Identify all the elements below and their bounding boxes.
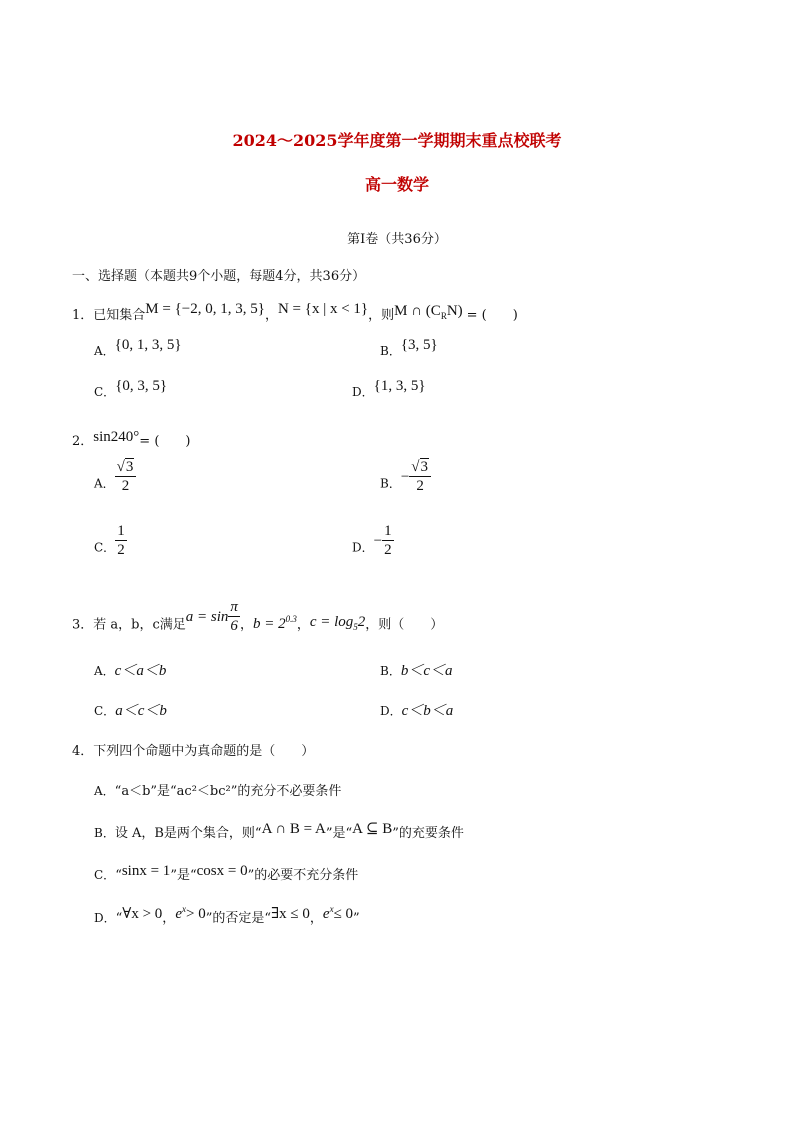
subject-title: 高一数学 [364,175,429,194]
q4-option-d-label: D． [94,911,116,925]
q4-option-d-expr-2 [175,906,205,922]
q1-option-b-label: B． [380,344,401,358]
q3-c-definition [310,614,365,630]
question-4 [72,740,314,759]
q4-option-d-pre: “ [115,911,123,926]
q3-option-d-label: D． [380,704,402,718]
q1-expr-head: M ∩ (C [394,303,441,319]
q2-option-b-denominator: 2 [416,478,424,494]
q4-option-b[interactable] [94,822,464,842]
q3-a-denominator: 6 [230,618,238,634]
q3-option-b-label: B． [380,664,401,678]
q2-option-c-denominator: 2 [117,542,125,558]
q4-option-d-expr-4 [323,906,353,922]
q3-option-a[interactable] [94,659,166,680]
q4-option-d[interactable] [94,904,360,927]
q3-c-log: c = log [309,614,354,630]
q4-option-d-expr-3: ∃x ≤ 0 [271,906,310,922]
q4-option-d-expr-4-base: e [322,906,330,922]
q2-option-a-numerator: 3 [125,459,134,475]
q1-comma: ， [264,308,278,323]
q2-option-d-fraction [382,524,394,558]
sqrt-icon: √ [116,459,125,475]
q1-option-a-label: A． [94,344,115,358]
q3-option-d-text: c＜b＜a [401,703,454,719]
q2-expression: sin240° [93,429,140,445]
q4-option-a[interactable] [94,780,341,799]
q3-option-b-text: b＜c＜a [400,663,453,679]
q3-option-a-label: A． [94,664,115,678]
q4-option-b-pre: 设 A，B是两个集合，则“ [114,826,262,841]
q4-option-d-expr-4-rel: ≤ 0 [333,906,354,922]
q4-option-c-label: C． [94,868,116,882]
q3-option-d[interactable] [380,699,453,720]
q4-option-b-expr-1: A ∩ B = A [261,821,326,837]
q3-a-fraction [228,600,240,634]
section-heading: 一、选择题（本题共9个小题，每题4分，共36分） [72,269,366,284]
q1-option-d-label: D． [352,385,374,399]
q1-option-b[interactable] [380,337,438,360]
q2-option-b-sign: − [400,468,410,485]
q4-option-c-expr-1: sinx = 1 [121,863,171,879]
q4-option-b-post: ”的充要条件 [392,826,464,841]
q4-option-c-pre: “ [115,868,122,883]
q1-blank: = ( ) [466,308,518,323]
q1-number: 1． [72,308,94,323]
question-3 [72,599,444,640]
q3-a-numerator: π [230,599,238,615]
q3-option-c-label: C． [94,704,116,718]
q2-option-a-denominator: 2 [121,478,130,494]
q1-option-c-label: C． [94,385,116,399]
q4-stem: 下列四个命题中为真命题的是（ ） [93,744,315,759]
q4-option-d-mid: ”的否定是“ [205,911,271,926]
q2-option-d-sign: − [373,532,383,549]
q3-separator-1: ， [239,617,253,633]
q1-option-a[interactable] [94,337,182,360]
q1-expression [394,303,463,319]
q3-c-log-arg: 2 [357,614,366,630]
q4-option-c-mid: ”是“ [170,868,197,883]
q3-option-c-text: a＜c＜b [115,703,167,719]
q4-option-d-comma-1: ， [162,911,176,926]
q1-option-d-text: {1, 3, 5} [373,378,426,394]
q3-option-c[interactable] [94,699,167,720]
q3-separator-2: ， [296,617,310,633]
q4-option-a-text: “a＜b”是“ac²＜bc²”的充分不必要条件 [114,784,342,799]
q3-a-definition: a = sin [185,608,229,625]
q2-blank: = ( ) [139,434,191,449]
q3-c-log-base: 5 [353,622,358,632]
q2-option-d[interactable] [352,523,394,564]
q4-option-d-expr-4-exp: x [329,904,334,914]
q3-b-exponent: 0.3 [285,613,297,624]
q2-option-c-fraction [115,524,127,558]
q2-option-b-fraction [409,460,431,494]
q1-option-b-text: {3, 5} [400,337,438,353]
q2-option-d-label: D． [352,540,374,555]
question-1 [72,301,518,325]
sqrt-icon: √ [411,459,420,475]
q2-option-b-label: B． [380,476,401,491]
q1-expr-tail: N) [446,303,463,319]
q1-lead: 已知集合 [93,308,146,323]
q2-option-d-numerator: 1 [384,523,392,539]
q2-option-a-label: A． [94,476,115,491]
q3-option-a-text: c＜a＜b [114,663,167,679]
q2-option-c-label: C． [94,540,116,555]
q1-set-m: M = {−2, 0, 1, 3, 5} [145,301,265,317]
q4-option-d-expr-2-rel: > 0 [185,906,206,922]
q4-number: 4． [72,744,94,759]
q2-number: 2． [72,434,94,449]
q2-option-b-numerator: 3 [420,459,429,475]
q3-b-base: b = 2 [252,615,286,632]
question-2 [72,430,190,450]
q2-option-c-numerator: 1 [117,523,125,539]
q3-lead: 若 a，b，c满足 [93,617,186,633]
q3-b-definition [252,613,297,632]
q4-option-b-label: B． [94,826,115,840]
q2-option-a[interactable] [94,459,136,500]
q4-option-c-expr-2: cosx = 0 [196,863,248,879]
part-heading: 第Ⅰ卷（共36分） [347,232,447,247]
q2-option-b[interactable] [380,459,431,500]
q1-set-n: N = {x | x < 1} [277,301,369,317]
exam-title: 2024～2025学年度第一学期期末重点校联考 [232,131,562,150]
q4-option-b-expr-2: A ⊆ B [352,821,393,837]
q2-option-c[interactable] [94,523,127,564]
q4-option-c[interactable] [94,864,358,884]
q4-option-d-post: ” [353,911,360,926]
q2-option-d-denominator: 2 [384,542,392,558]
q1-expr-subscript: R [440,311,447,321]
q1-option-c-text: {0, 3, 5} [115,378,168,394]
q4-option-d-expr-1: ∀x > 0 [122,906,163,922]
q1-option-d[interactable] [352,378,426,401]
q1-option-a-text: {0, 1, 3, 5} [114,337,182,353]
q4-option-a-label: A． [94,784,115,798]
q1-option-c[interactable] [94,378,168,401]
q4-option-b-mid: ”是“ [325,826,353,841]
q4-option-d-comma-2: ， [309,911,323,926]
q4-option-d-expr-2-base: e [175,906,182,922]
q3-option-b[interactable] [380,659,453,680]
q1-then: ，则 [368,308,395,323]
q3-tail: ，则（ ） [365,617,444,633]
q4-option-c-post: ”的必要不充分条件 [247,868,359,883]
q4-option-d-expr-2-exp: x [181,904,186,914]
q3-number: 3． [72,617,94,633]
q2-option-a-fraction [115,460,137,494]
